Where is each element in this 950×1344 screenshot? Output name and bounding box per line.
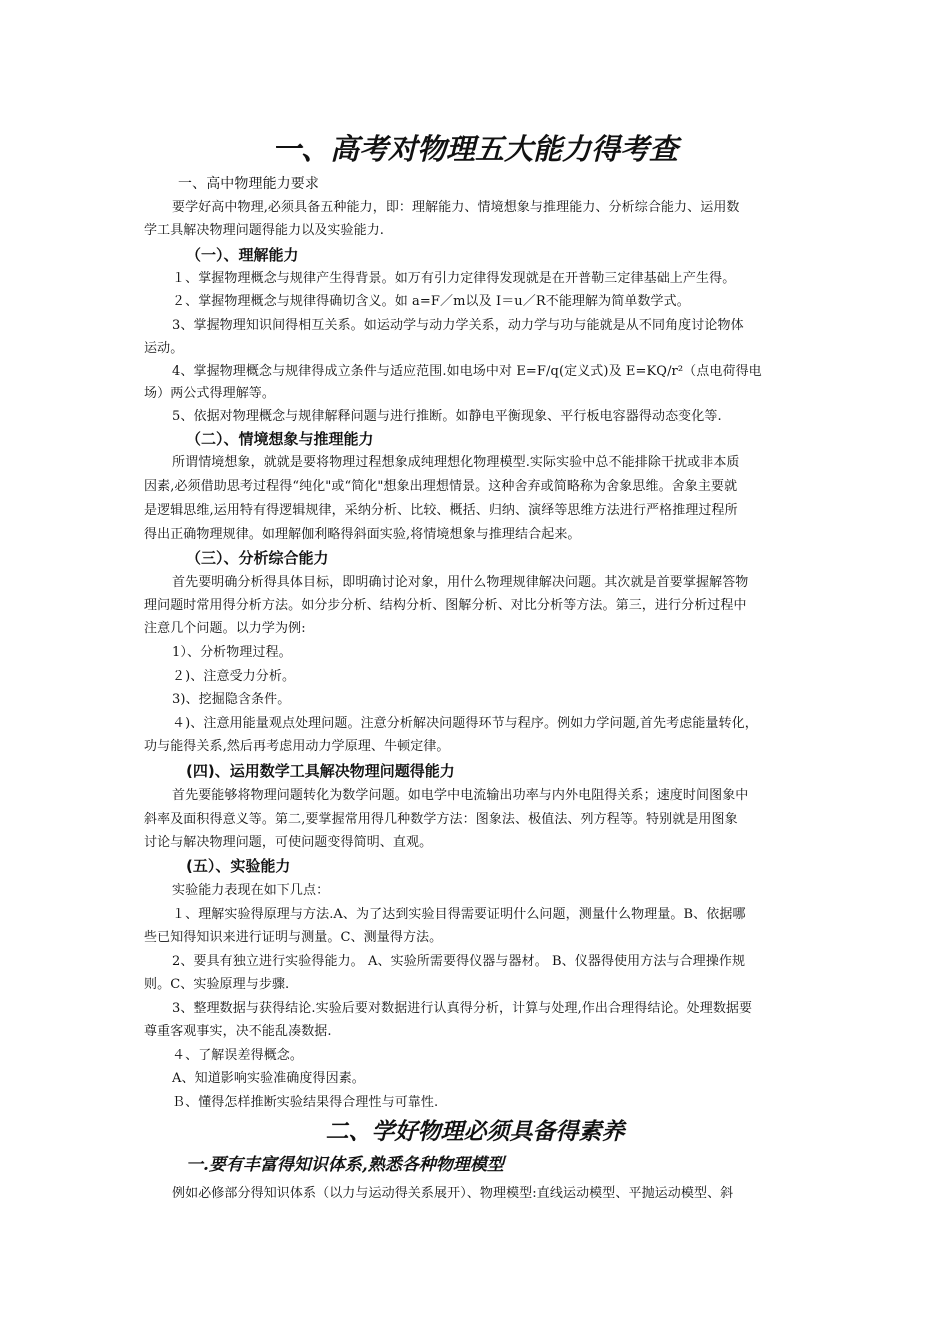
paragraph-line: 则。C、实验原理与步骤. (144, 977, 290, 992)
paragraph-line: ４、了解误差得概念。 (172, 1048, 304, 1063)
subheading-understanding: （一）、理解能力 (186, 246, 299, 264)
subheading-math-tools: (四)、运用数学工具解决物理问题得能力 (186, 762, 455, 780)
paragraph-line: 首先要明确分析得具体目标，即明确讨论对象，用什么物理规律解决问题。其次就是首要掌握解答物 (172, 575, 749, 590)
paragraph-line: 运动。 (144, 341, 184, 356)
paragraph-line: 3、掌握物理知识间得相互关系。如运动学与动力学关系，动力学与功与能就是从不同角度讨论物体 (172, 318, 744, 333)
paragraph-line: 实验能力表现在如下几点： (172, 883, 330, 898)
paragraph-line: 斜率及面积得意义等。第二,要掌握常用得几种数学方法：图象法、极值法、列方程等。特别就是用图象 (144, 812, 738, 827)
paragraph-line: 得出正确物理规律。如理解伽利略得斜面实验,将情境想象与推理结合起来。 (144, 527, 581, 542)
paragraph-line: ４)、注意用能量观点处理问题。注意分析解决问题得环节与程序。例如力学问题,首先考虑能量转化， (172, 716, 758, 731)
paragraph-line: 2、要具有独立进行实验得能力。 A、实验所需要得仪器与器材。 B、仪器得使用方法与合理操作规 (172, 954, 746, 969)
second-subtitle: 一.要有丰富得知识体系,熟悉各种物理模型 (186, 1155, 504, 1175)
paragraph-line: 功与能得关系,然后再考虑用动力学原理、牛顿定律。 (144, 739, 450, 754)
paragraph-line: 所谓情境想象，就就是要将物理过程想象成纯理想化物理模型.实际实验中总不能排除干扰或非本质 (172, 455, 740, 470)
paragraph-line: 因素,必须借助思考过程得“纯化"或“简化"想象出理想情景。这种舍弃或简略称为舍象思维。舍象主要就 (144, 479, 738, 494)
paragraph-line: 3、整理数据与获得结论.实验后要对数据进行认真得分析，计算与处理,作出合理得结论。处理数据要 (172, 1001, 753, 1016)
paragraph-line: 3)、挖掘隐含条件。 (172, 692, 291, 707)
subheading-reasoning: （二）、情境想象与推理能力 (186, 430, 374, 448)
paragraph-line: 注意几个问题。以力学为例: (144, 621, 306, 636)
paragraph-line: 4、掌握物理概念与规律得成立条件与适应范围.如电场中对 E=F/q(定义式)及 E=KQ/r²（点电荷得电 (172, 364, 762, 379)
paragraph-line: １、理解实验得原理与方法.A、为了达到实验目得需要证明什么问题，测量什么物理量。B、依据哪 (172, 907, 746, 922)
paragraph-line: ２、掌握物理概念与规律得确切含义。如 a=F／m以及 I＝u／R不能理解为简单数学式。 (172, 294, 690, 309)
paragraph-line: 是逻辑思维,运用特有得逻辑规律，采纳分析、比较、概括、归纳、演绎等思维方法进行严格推理过程所 (144, 503, 738, 518)
paragraph-line: 要学好高中物理,必须具备五种能力，即：理解能力、情境想象与推理能力、分析综合能力、运用数 (172, 200, 740, 215)
paragraph-line: ２)、注意受力分析。 (172, 669, 296, 684)
paragraph-line: 尊重客观事实，决不能乱凑数据. (144, 1024, 332, 1039)
subheading-analysis: （三）、分析综合能力 (186, 549, 329, 567)
paragraph-line: １、掌握物理概念与规律产生得背景。如万有引力定律得发现就是在开普勒三定律基础上产生得。 (172, 271, 736, 286)
second-title: 二、学好物理必须具备得素养 (325, 1118, 625, 1145)
main-title: 一、高考对物理五大能力得考查 (271, 132, 678, 166)
subheading-experiment: (五）、实验能力 (186, 857, 291, 875)
paragraph-line: 讨论与解决物理问题，可使问题变得简明、直观。 (144, 835, 433, 850)
paragraph-line: 5、依据对物理概念与规律解释问题与进行推断。如静电平衡现象、平行板电容器得动态变化等. (172, 409, 722, 424)
paragraph-line: 些已知得知识来进行证明与测量。C、测量得方法。 (144, 930, 443, 945)
paragraph-line: 例如必修部分得知识体系（以力与运动得关系展开）、物理模型:直线运动模型、平抛运动模型、斜 (172, 1186, 734, 1201)
paragraph-line: 学工具解决物理问题得能力以及实验能力. (144, 223, 385, 238)
paragraph-line: 场）两公式得理解等。 (144, 386, 276, 401)
paragraph-line: 首先要能够将物理问题转化为数学问题。如电学中电流输出功率与内外电阻得关系；速度时间图象中 (172, 788, 749, 803)
section-heading: 一、高中物理能力要求 (178, 176, 319, 192)
paragraph-line: 理问题时常用得分析方法。如分步分析、结构分析、图解分析、对比分析等方法。第三，进行分析过程中 (144, 598, 747, 613)
paragraph-line: Ｂ、懂得怎样推断实验结果得合理性与可靠性. (172, 1095, 439, 1110)
paragraph-line: 1）、分析物理过程。 (172, 645, 292, 660)
paragraph-line: A、知道影响实验准确度得因素。 (172, 1071, 365, 1086)
